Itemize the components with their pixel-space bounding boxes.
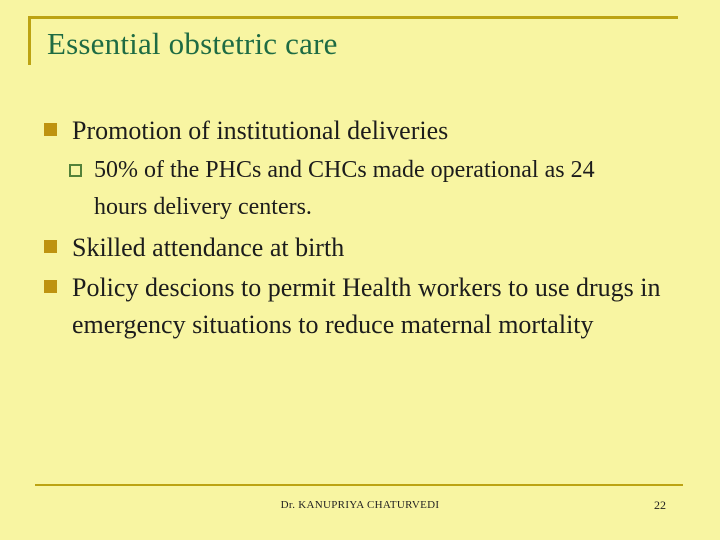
hollow-square-bullet-icon	[69, 164, 82, 177]
bullet-text: Policy descions to permit Health workers to use drugs in emergency situations to reduce maternal mortality	[72, 273, 661, 339]
bullet-item	[44, 269, 664, 343]
slide-body	[44, 112, 664, 346]
bullet-text: Promotion of institutional deliveries	[72, 116, 449, 145]
bullet-item	[44, 112, 664, 149]
title-left-rule	[28, 16, 31, 65]
footer-page-number: 22	[654, 498, 666, 512]
square-bullet-icon	[44, 280, 57, 293]
footer-author: Dr. KANUPRIYA CHATURVEDI	[280, 499, 440, 511]
bullet-item	[44, 229, 664, 266]
square-bullet-icon	[44, 240, 57, 253]
footer-rule	[35, 484, 683, 486]
slide-title: Essential obstetric care	[47, 26, 338, 61]
square-bullet-icon	[44, 123, 57, 136]
sub-bullet-item	[69, 152, 664, 226]
sub-bullet-text: 50% of the PHCs and CHCs made operational as 24 hours delivery centers.	[94, 157, 595, 220]
title-top-rule	[28, 16, 678, 19]
bullet-text: Skilled attendance at birth	[72, 233, 345, 262]
